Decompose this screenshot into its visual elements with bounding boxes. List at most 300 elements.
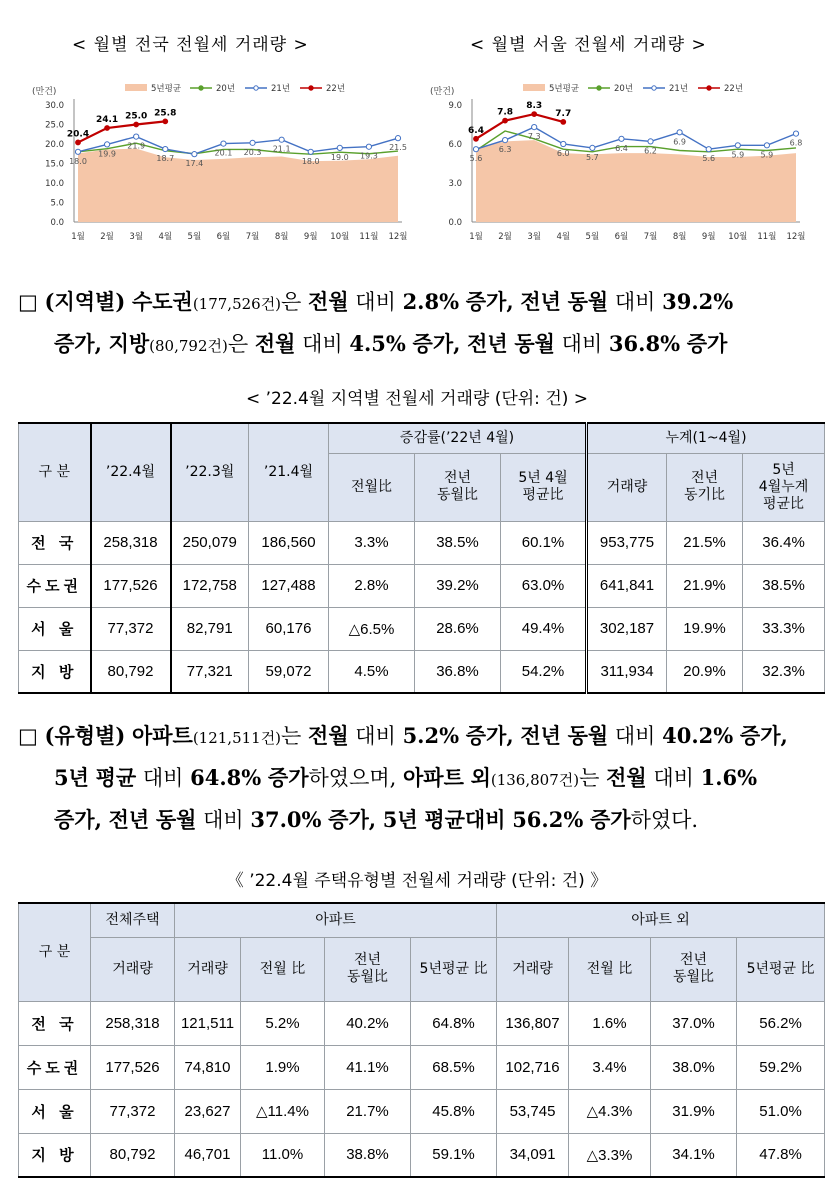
table-row: [19, 1001, 825, 1045]
y-tick-label: 0.0: [50, 218, 64, 228]
y-unit-label: (만건): [430, 87, 455, 97]
header-apt-mom: 전월 比: [241, 937, 325, 1001]
data-label: 20.3: [243, 147, 262, 157]
data-point: [163, 119, 168, 124]
legend-marker: [199, 86, 203, 90]
y-tick-label: 9.0: [448, 101, 462, 111]
header-non-apt-yoy-line2: 동월比: [672, 969, 715, 985]
header-5yr-line1: 5년 4월: [518, 470, 568, 486]
chart-title-national: < 월별 전국 전월세 거래량 >: [72, 35, 309, 55]
legend-swatch: [523, 84, 545, 91]
legend-label: 22년: [724, 84, 744, 94]
word: 증가,: [465, 289, 514, 314]
word: 대비: [203, 808, 244, 832]
paragraph-label: (유형별): [44, 723, 126, 748]
data-label: 18.0: [69, 156, 87, 166]
row-label: 서 울: [19, 1089, 91, 1133]
table-cell: 3.3%: [329, 521, 415, 564]
value: 39.2%: [662, 289, 734, 314]
data-point: [163, 146, 168, 151]
x-tick-label: 2월: [498, 232, 512, 242]
table-cell: 21.9%: [667, 564, 743, 607]
y-tick-label: 15.0: [45, 159, 64, 170]
table-cell: 5.2%: [241, 1001, 325, 1045]
x-tick-label: 7월: [643, 232, 658, 242]
word: 증가,: [54, 331, 102, 356]
table-cell: 77,372: [91, 1089, 175, 1133]
region-name: 수도권: [131, 289, 193, 314]
type-count: (121,511건): [192, 729, 282, 747]
table-cell: 953,775: [587, 521, 667, 564]
legend-label: 21년: [669, 84, 689, 94]
table-cell: 23,627: [175, 1089, 241, 1133]
value: 56.2%: [512, 807, 584, 832]
header-all-housing: 전체주택: [91, 903, 175, 937]
data-label: 5.7: [585, 152, 599, 162]
legend-marker: [309, 86, 313, 90]
header-non-apt-yoy-line1: 전년: [679, 952, 708, 968]
data-point: [75, 149, 80, 154]
regional-table-title: < ’22.4월 지역별 전월세 거래량 (단위: 건) >: [245, 389, 589, 409]
x-tick-label: 11월: [757, 232, 777, 242]
word: 동월: [514, 331, 555, 356]
header-mom: 전월比: [329, 453, 415, 521]
x-tick-label: 3월: [527, 232, 541, 242]
regional-volume-table: [18, 422, 825, 694]
data-label: 7.8: [497, 107, 514, 118]
word: 하였으며,: [308, 766, 397, 790]
x-tick-label: 1월: [71, 232, 85, 242]
word: 전월: [254, 331, 296, 356]
table-cell: 82,791: [171, 607, 249, 650]
table-cell: 38.5%: [415, 521, 501, 564]
data-point: [561, 120, 566, 125]
table-cell: 186,560: [249, 521, 329, 564]
particle: 는: [579, 766, 600, 790]
word: 전월: [606, 765, 647, 790]
table-cell: 59,072: [249, 650, 329, 693]
table-cell: 11.0%: [241, 1133, 325, 1177]
header-non-apartment: 아파트 외: [497, 903, 825, 937]
data-label: 25.8: [154, 108, 177, 119]
value: 36.8%: [608, 331, 681, 356]
table-cell: 258,318: [91, 521, 171, 564]
y-tick-label: 0.0: [448, 218, 462, 228]
header-apt-5yr: 5년평균 比: [411, 937, 497, 1001]
word: 증가: [589, 807, 631, 832]
paragraph-label: (지역별): [44, 289, 126, 314]
y-unit-label: (만건): [32, 87, 57, 97]
value: 1.6%: [700, 765, 758, 790]
table-row: [19, 650, 825, 693]
table-cell: 21.7%: [325, 1089, 411, 1133]
row-label: 수도권: [19, 1045, 91, 1089]
word: 평균: [95, 765, 137, 790]
data-label: 25.0: [125, 111, 148, 122]
data-label: 18.7: [156, 154, 175, 164]
x-tick-label: 8월: [672, 232, 687, 242]
y-tick-label: 10.0: [45, 179, 64, 189]
table-cell: 39.2%: [415, 564, 501, 607]
table-cell: 54.2%: [501, 650, 587, 693]
table-cell: 1.9%: [241, 1045, 325, 1089]
data-label: 6.4: [468, 125, 484, 136]
word: 하였다.: [630, 808, 699, 832]
data-label: 19.9: [98, 149, 116, 159]
y-tick-label: 6.0: [448, 140, 462, 150]
word: 증가,: [412, 331, 461, 356]
data-point: [308, 149, 313, 154]
x-tick-label: 10월: [728, 232, 748, 242]
header-cumulative: 누계(1~4월): [587, 423, 825, 453]
table-cell: 59.1%: [411, 1133, 497, 1177]
x-tick-label: 12월: [388, 232, 408, 242]
word: 전년: [467, 331, 508, 356]
legend-marker: [707, 86, 711, 90]
table-cell: 34,091: [497, 1133, 569, 1177]
data-label: 6.9: [673, 137, 687, 147]
data-point: [366, 144, 371, 149]
data-point: [192, 152, 197, 157]
chart-title-seoul: < 월별 서울 전월세 거래량 >: [470, 35, 707, 55]
table-cell: 32.3%: [743, 650, 825, 693]
header-growth-rate: 증감률(’22년 4월): [329, 423, 587, 453]
table-cell: 121,511: [175, 1001, 241, 1045]
table-cell: 60,176: [249, 607, 329, 650]
table-cell: 102,716: [497, 1045, 569, 1089]
data-label: 5.6: [702, 154, 716, 164]
table-cell: 40.2%: [325, 1001, 411, 1045]
table-cell: △6.5%: [329, 607, 415, 650]
x-tick-label: 6월: [614, 232, 629, 242]
word: 증가,: [54, 807, 102, 832]
header-all-volume: 거래량: [91, 937, 175, 1001]
word: 전년: [520, 289, 561, 314]
x-tick-label: 9월: [303, 232, 318, 242]
table-cell: 45.8%: [411, 1089, 497, 1133]
data-label: 20.4: [66, 129, 90, 140]
value: 5.2%: [402, 723, 460, 748]
value: 40.2%: [662, 723, 734, 748]
table-cell: 38.0%: [651, 1045, 737, 1089]
table-row: [19, 1133, 825, 1177]
data-label: 6.4: [615, 143, 628, 153]
table-cell: 59.2%: [737, 1045, 825, 1089]
table-cell: 21.5%: [667, 521, 743, 564]
header-apartment: 아파트: [175, 903, 497, 937]
value: 37.0%: [250, 807, 322, 832]
header-cum-volume: 거래량: [587, 453, 667, 521]
word: 전년: [520, 723, 561, 748]
table-cell: 177,526: [91, 1045, 175, 1089]
word: 동월: [155, 807, 197, 832]
legend-label: 21년: [271, 84, 291, 94]
header-2022-apr: ’22.4월: [91, 423, 171, 521]
data-point: [793, 131, 798, 136]
header-cum-5yr-line3: 평균比: [763, 495, 805, 512]
bullet: □: [18, 724, 38, 748]
data-label: 19.0: [330, 152, 349, 162]
header-yoy-line2: 동월比: [436, 487, 479, 503]
data-point: [764, 143, 769, 148]
header-5yr-avg: [501, 453, 587, 521]
word: 증가: [686, 331, 728, 356]
data-point: [561, 141, 566, 146]
y-tick-label: 20.0: [45, 140, 64, 150]
data-label: 5.9: [760, 150, 774, 160]
data-label: 21.5: [389, 143, 407, 153]
legend-label: 5년평균: [549, 84, 580, 94]
table-cell: 302,187: [587, 607, 667, 650]
data-point: [735, 143, 740, 148]
data-label: 5.6: [469, 154, 483, 164]
series-area-5yr-avg: [78, 149, 398, 222]
x-tick-label: 3월: [129, 232, 143, 242]
x-tick-label: 8월: [274, 232, 289, 242]
data-label: 20.1: [214, 148, 233, 158]
data-point: [474, 136, 479, 141]
data-point: [134, 134, 139, 139]
x-tick-label: 9월: [701, 232, 716, 242]
data-label: 19.3: [360, 151, 378, 161]
table-cell: 258,318: [91, 1001, 175, 1045]
data-point: [250, 140, 255, 145]
word: 대비: [653, 766, 694, 790]
header-cum-5yr-line1: 5년: [772, 461, 795, 478]
table-cell: 641,841: [587, 564, 667, 607]
word: 대비: [142, 766, 184, 790]
table-cell: 51.0%: [737, 1089, 825, 1133]
word: 증가: [267, 765, 309, 790]
table-cell: 37.0%: [651, 1001, 737, 1045]
data-label: 7.7: [555, 108, 572, 119]
table-cell: 36.4%: [743, 521, 825, 564]
table-cell: 46,701: [175, 1133, 241, 1177]
national-line-chart: [30, 80, 410, 250]
table-cell: 127,488: [249, 564, 329, 607]
data-label: 24.1: [95, 115, 119, 126]
table-cell: 311,934: [587, 650, 667, 693]
data-point: [279, 137, 284, 142]
y-tick-label: 30.0: [45, 101, 64, 111]
table-cell: 77,321: [171, 650, 249, 693]
type-table-title: 《 ’22.4월 주택유형별 전월세 거래량 (단위: 건) 》: [226, 871, 608, 891]
header-cum-5yr: [743, 453, 825, 521]
header-apt-yoy-line2: 동월比: [346, 969, 389, 985]
data-point: [590, 145, 595, 150]
header-apt-yoy-line1: 전년: [353, 952, 382, 968]
legend-marker: [652, 86, 656, 90]
row-label: 전 국: [19, 1001, 91, 1045]
word: 전년: [108, 807, 150, 832]
legend-marker: [597, 86, 601, 90]
word: 대비: [355, 724, 396, 748]
header-cum-yoy-line2: 동기比: [683, 487, 726, 503]
word: 5년: [54, 765, 89, 790]
data-point: [532, 112, 537, 117]
data-point: [76, 140, 81, 145]
data-label: 6.0: [556, 149, 570, 158]
table-cell: 68.5%: [411, 1045, 497, 1089]
table-cell: 177,526: [91, 564, 171, 607]
data-point: [532, 125, 537, 130]
type-count: (136,807건): [490, 771, 580, 789]
row-label: 전 국: [19, 521, 91, 564]
legend-label: 20년: [216, 84, 236, 94]
legend-label: 22년: [326, 84, 346, 94]
table-cell: 172,758: [171, 564, 249, 607]
data-point: [502, 138, 507, 143]
data-point: [134, 122, 139, 127]
row-label: 지 방: [19, 1133, 91, 1177]
value: 64.8%: [190, 765, 262, 790]
x-tick-label: 12월: [786, 232, 806, 242]
value: 4.5%: [349, 331, 406, 356]
type-summary-paragraph: [18, 716, 826, 840]
x-tick-label: 1월: [469, 232, 483, 242]
table-cell: 33.3%: [743, 607, 825, 650]
header-5yr-line2: 평균比: [522, 487, 564, 503]
table-cell: 74,810: [175, 1045, 241, 1089]
word: 대비: [614, 290, 656, 314]
header-2022-mar: ’22.3월: [171, 423, 249, 521]
data-label: 21.9: [127, 141, 146, 151]
series-area-5yr-avg: [476, 140, 796, 222]
bullet: □: [18, 290, 38, 314]
table-cell: △3.3%: [569, 1133, 651, 1177]
data-label: 8.3: [526, 101, 543, 112]
data-point: [677, 130, 682, 135]
type-name: 외: [470, 765, 491, 790]
region-count: (177,526건): [192, 295, 282, 313]
word: 대비: [302, 332, 343, 356]
legend-label: 5년평균: [151, 84, 182, 94]
row-label: 지 방: [19, 650, 91, 693]
header-cum-5yr-line2: 4월누계: [758, 478, 809, 495]
header-yoy-line1: 전년: [443, 470, 472, 486]
table-cell: 56.2%: [737, 1001, 825, 1045]
series-line: [78, 121, 165, 142]
header-cum-yoy: [667, 453, 743, 521]
data-label: 5.9: [731, 150, 745, 160]
table-cell: 136,807: [497, 1001, 569, 1045]
header-non-apt-yoy: [651, 937, 737, 1001]
data-label: 7.3: [527, 132, 541, 142]
header-yoy: [415, 453, 501, 521]
x-tick-label: 10월: [330, 232, 350, 242]
table-cell: 38.8%: [325, 1133, 411, 1177]
table-row: [19, 564, 825, 607]
region-count: (80,792건): [149, 337, 228, 355]
particle: 은: [281, 290, 302, 314]
legend-swatch: [125, 84, 147, 91]
table-cell: 1.6%: [569, 1001, 651, 1045]
data-label: 6.2: [644, 146, 657, 156]
data-point: [706, 147, 711, 152]
table-cell: 63.0%: [501, 564, 587, 607]
particle: 는: [281, 724, 302, 748]
type-name: 아파트: [403, 765, 464, 790]
word: 증가,: [465, 723, 514, 748]
header-2021-apr: ’21.4월: [249, 423, 329, 521]
data-point: [473, 147, 478, 152]
word: 평균대비: [424, 807, 506, 832]
x-tick-label: 5월: [187, 232, 202, 242]
row-label: 서 울: [19, 607, 91, 650]
legend-marker: [254, 86, 258, 90]
data-point: [105, 126, 110, 131]
table-cell: 19.9%: [667, 607, 743, 650]
word: 전월: [308, 723, 349, 748]
table-cell: △4.3%: [569, 1089, 651, 1133]
regional-summary-paragraph: [18, 282, 826, 366]
data-point: [619, 136, 624, 141]
word: 동월: [567, 289, 609, 314]
header-non-apt-5yr: 5년평균 比: [737, 937, 825, 1001]
value: 2.8%: [402, 289, 460, 314]
data-point: [337, 145, 342, 150]
table-cell: 34.1%: [651, 1133, 737, 1177]
word: 5년: [382, 807, 418, 832]
data-label: 21.1: [272, 144, 291, 154]
x-tick-label: 7월: [245, 232, 260, 242]
table-row: [19, 1045, 825, 1089]
table-cell: △11.4%: [241, 1089, 325, 1133]
x-tick-label: 11월: [359, 232, 379, 242]
table-row: [19, 607, 825, 650]
x-tick-label: 6월: [216, 232, 231, 242]
word: 전월: [308, 289, 349, 314]
table-cell: 77,372: [91, 607, 171, 650]
data-label: 6.3: [498, 145, 512, 155]
table-cell: 53,745: [497, 1089, 569, 1133]
data-point: [221, 141, 226, 146]
table-cell: 60.1%: [501, 521, 587, 564]
data-point: [395, 136, 400, 141]
table-cell: 47.8%: [737, 1133, 825, 1177]
header-apt-yoy: [325, 937, 411, 1001]
word: 대비: [355, 290, 396, 314]
x-tick-label: 4월: [158, 232, 173, 242]
word: 대비: [614, 724, 656, 748]
table-cell: 80,792: [91, 650, 171, 693]
word: 대비: [561, 332, 603, 356]
word: 증가,: [739, 723, 788, 748]
header-gubun: 구 분: [19, 903, 91, 1001]
row-label: 수도권: [19, 564, 91, 607]
housing-type-table: [18, 902, 825, 1178]
header-non-apt-mom: 전월 比: [569, 937, 651, 1001]
y-tick-label: 5.0: [50, 198, 64, 209]
y-tick-label: 3.0: [448, 179, 462, 189]
table-cell: 4.5%: [329, 650, 415, 693]
table-cell: 41.1%: [325, 1045, 411, 1089]
x-tick-label: 2월: [100, 232, 114, 242]
data-point: [648, 139, 653, 144]
particle: 은: [227, 332, 249, 356]
data-label: 18.0: [301, 156, 320, 166]
table-cell: 28.6%: [415, 607, 501, 650]
word: 동월: [567, 723, 609, 748]
table-cell: 3.4%: [569, 1045, 651, 1089]
data-point: [104, 142, 109, 147]
word: 증가,: [328, 807, 377, 832]
seoul-line-chart: [428, 80, 808, 250]
region-name: 지방: [108, 331, 150, 356]
table-row: [19, 1089, 825, 1133]
table-cell: 20.9%: [667, 650, 743, 693]
header-cum-yoy-line1: 전년: [690, 470, 719, 486]
